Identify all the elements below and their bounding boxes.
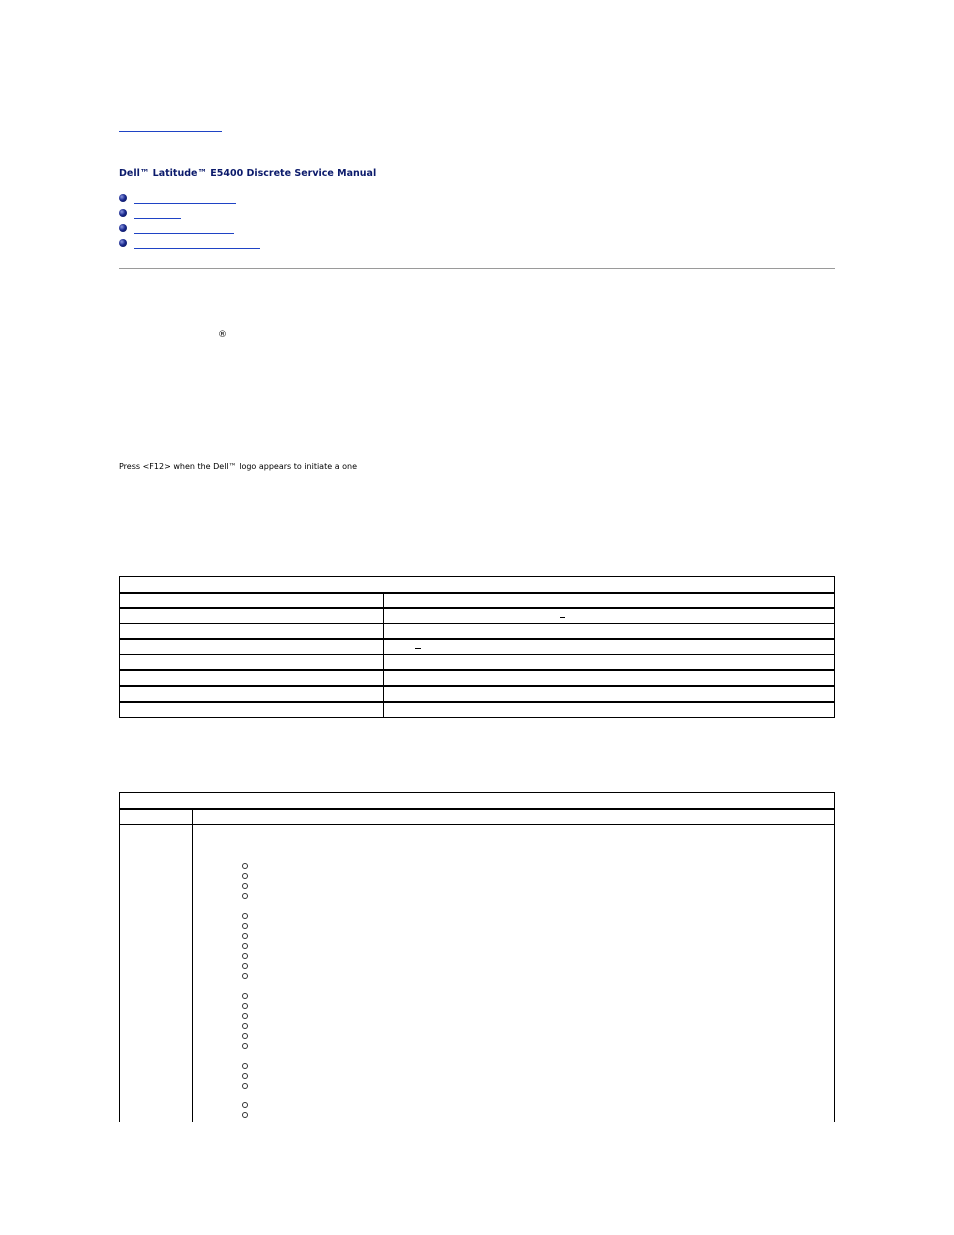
blue-sphere-bullet-icon [119,209,127,217]
nav-link-2[interactable] [134,218,181,219]
hollow-circle-icon [242,1102,248,1108]
table-1-column-divider [383,593,384,718]
hollow-circle-icon [242,1112,248,1118]
table-1-frame [119,576,835,718]
hollow-circle-icon [242,1033,248,1039]
hollow-circle-icon [242,1003,248,1009]
nav-link-4[interactable] [134,248,260,249]
section-divider [119,268,835,269]
hollow-circle-icon [242,943,248,949]
table-2 [119,792,835,1122]
hollow-circle-icon [242,913,248,919]
hollow-circle-icon [242,883,248,889]
table-1 [119,576,835,718]
hollow-circle-icon [242,893,248,899]
table-1-row-line [119,654,835,655]
hollow-circle-icon [242,873,248,879]
table-1-row-line [119,669,835,671]
table-1-row-line [119,607,835,609]
hollow-circle-icon [242,1023,248,1029]
table-2-row-line [119,808,835,810]
hollow-circle-icon [242,973,248,979]
table-1-row-line [119,701,835,703]
back-to-contents-link[interactable] [119,131,222,132]
hollow-circle-icon [242,863,248,869]
hollow-circle-icon [242,923,248,929]
table-1-row-line [119,638,835,640]
nav-link-1[interactable] [134,203,236,204]
table-2-row-line [119,824,835,825]
blue-sphere-bullet-icon [119,239,127,247]
table-2-column-divider [192,809,193,1122]
table-1-row-line [119,623,835,624]
manual-title: Dell™ Latitude™ E5400 Discrete Service Manual [119,168,377,179]
hollow-circle-icon [242,953,248,959]
hollow-circle-icon [242,1043,248,1049]
hollow-circle-icon [242,963,248,969]
table-1-dash-mark [560,617,565,618]
nav-link-3[interactable] [134,233,234,234]
hollow-circle-icon [242,1013,248,1019]
hollow-circle-icon [242,1073,248,1079]
hollow-circle-icon [242,1083,248,1089]
table-1-row-line [119,592,835,594]
nav-list [119,193,279,249]
hollow-circle-icon [242,933,248,939]
hollow-circle-icon [242,1063,248,1069]
boot-instruction-text: Press <F12> when the Dell™ logo appears to initiate a one [119,462,358,471]
hollow-circle-icon [242,993,248,999]
table-2-frame [119,792,835,1122]
blue-sphere-bullet-icon [119,194,127,202]
blue-sphere-bullet-icon [119,224,127,232]
table-1-row-line [119,685,835,687]
table-1-dash-mark [415,648,421,649]
registered-mark: ® [218,330,227,340]
